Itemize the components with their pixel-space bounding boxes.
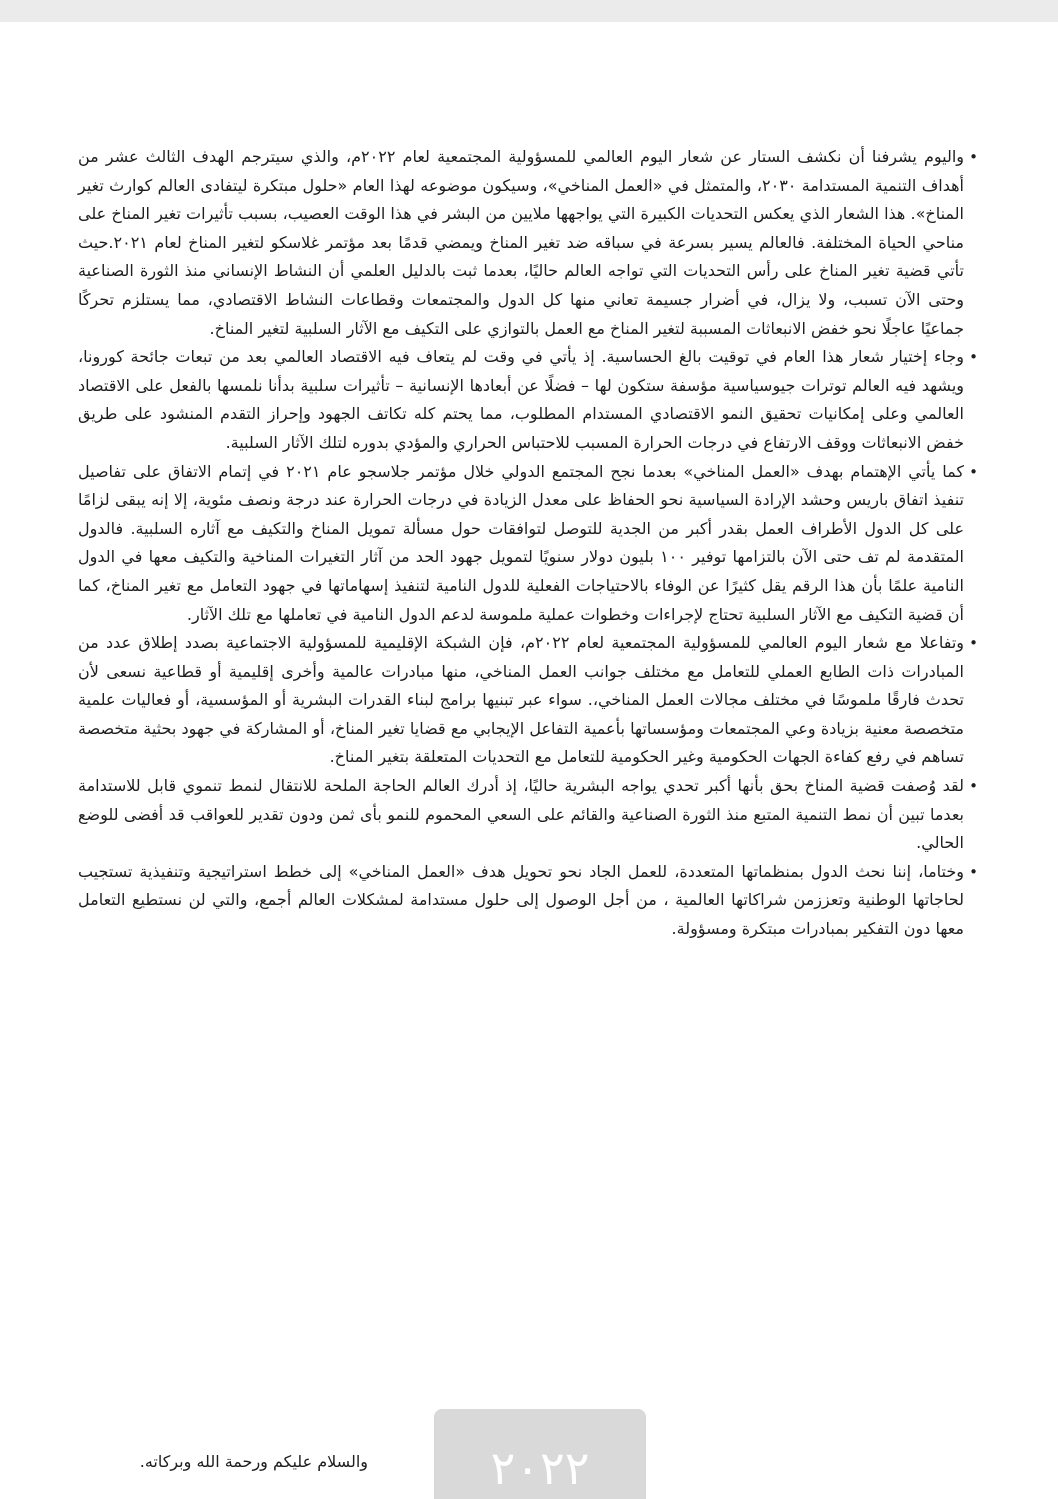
paragraph-5: • لقد وُصفت قضية المناخ بحق بأنها أكبر تحدي يواجه البشرية حاليًا، إذ أدرك العالم الحاجة الملحة للانتقال لنمط تنموي قابل للاستدامة بعدما تبين أن نمط التنمية المتبع منذ الثورة الصناعية والقائم على السعي المحموم للنمو بأى ثمن ودون تقدير للعواقب قد أفضى للوضع الحالي.	[78, 772, 978, 858]
document-body	[78, 143, 978, 944]
paragraph-1: • واليوم يشرفنا أن نكشف الستار عن شعار اليوم العالمي للمسؤولية المجتمعية لعام ٢٠٢٢م، والذي سيترجم الهدف الثالث عشر من أهداف التنمية المستدامة ٢٠٣٠، والمتمثل في «العمل المناخي»، وسيكون موضوعه لهذا العام «حلول مبتكرة ليتفادى العالم كوارث تغير المناخ». هذا الشعار الذي يعكس التحديات الكبيرة التي يواجهها ملايين من البشر في هذا الوقت العصيب، بسبب تأثيرات تغير المناخ على مناحي الحياة المختلفة. فالعالم يسير بسرعة في سباقه ضد تغير المناخ ويمضي قدمًا بعد مؤتمر غلاسكو لتغير المناخ لعام ٢٠٢١.حيث تأتي قضية تغير المناخ على رأس التحديات التي تواجه العالم حاليًا، بعدما ثبت بالدليل العلمي أن النشاط الإنساني منذ الثورة الصناعية وحتى الآن تسبب، ولا يزال، في أضرار جسيمة تعاني منها كل الدول والمجتمعات وقطاعات النشاط الاقتصادي، مما يستلزم تحركًا جماعيًا عاجلًا نحو خفض الانبعاثات المسببة لتغير المناخ مع العمل بالتوازي على التكيف مع الآثار السلبية لتغير المناخ.	[78, 143, 978, 343]
paragraph-6: • وختاما، إننا نحث الدول بمنظماتها المتعددة، للعمل الجاد نحو تحويل هدف «العمل المناخي» إلى خطط استراتيجية وتنفيذية تستجيب لحاجاتها الوطنية وتعززمن شراكاتها العالمية ، من أجل الوصول إلى حلول مستدامة لمشكلات العالم أجمع، والتي لن نستطيع التعامل معها دون التفكير بمبادرات مبتكرة ومسؤولة.	[78, 858, 978, 944]
paragraph-list	[78, 143, 978, 944]
top-bar	[0, 0, 1058, 22]
year-tab-label: ٢٠٢٢	[490, 1441, 590, 1495]
paragraph-3: • كما يأتي الإهتمام بهدف «العمل المناخي» بعدما نجح المجتمع الدولي خلال مؤتمر جلاسجو عام ٢٠٢١ في إتمام الاتفاق على تفاصيل تنفيذ اتفاق باريس وحشد الإرادة السياسية نحو الحفاظ على معدل الزيادة في درجات الحرارة عند درجة ونصف مئوية، إلا إنه يبقى لزامًا على كل الدول الأطراف العمل بقدر أكبر من الجدية للتوصل لتوافقات حول مسألة تمويل المناخ والتكيف مع آثاره السلبية. فالدول المتقدمة لم تف حتى الآن بالتزامها توفير ١٠٠ بليون دولار سنويًا لتمويل جهود الحد من آثار التغيرات المناخية والتكيف معها في الدول النامية علمًا بأن هذا الرقم يقل كثيرًا عن الوفاء بالاحتياجات الفعلية للدول النامية لتنفيذ إسهاماتها في جهود التعامل مع تغير المناخ، كما أن قضية التكيف مع الآثار السلبية تحتاج لإجراءات وخطوات عملية ملموسة لدعم الدول النامية في تعاملها مع تلك الآثار.	[78, 458, 978, 630]
closing-greeting: والسلام عليكم ورحمة الله وبركاته.	[139, 1452, 368, 1471]
paragraph-4: • وتفاعلا مع شعار اليوم العالمي للمسؤولية المجتمعية لعام ٢٠٢٢م، فإن الشبكة الإقليمية للمسؤولية الاجتماعية بصدد إطلاق عدد من المبادرات ذات الطابع العملي للتعامل مع مختلف جوانب العمل المناخي، منها مبادرات عالمية وأخرى إقليمية أو قطاعية نسعى لأن تحدث فارقًا ملموسًا في مختلف مجالات العمل المناخي،. سواء عبر تبنيها برامج لبناء القدرات البشرية أو المؤسسية، أو فعاليات علمية متخصصة معنية بزيادة وعي المجتمعات ومؤسساتها بأعمية التفاعل الإيجابي مع قضايا تغير المناخ، أو المشاركة في جهود بحثية متخصصة تساهم في رفع كفاءة الجهات الحكومية وغير الحكومية للتعامل مع التحديات المتعلقة بتغير المناخ.	[78, 629, 978, 772]
paragraph-2: • وجاء إختيار شعار هذا العام في توقيت بالغ الحساسية. إذ يأتي في وقت لم يتعاف فيه الاقتصاد العالمي بعد من تبعات جائحة كورونا، ويشهد فيه العالم توترات جيوسياسية مؤسفة ستكون لها – فضلًا عن أبعادها الإنسانية – تأثيرات سلبية بدأنا نلمسها بالفعل على الاقتصاد العالمي وعلى إمكانيات تحقيق النمو الاقتصادي المستدام المطلوب، مما يحتم كله تكاتف الجهود وإحراز التقدم المنشود على طريق خفض الانبعاثات ووقف الارتفاع في درجات الحرارة المسبب للاحتباس الحراري والمؤدي بدوره لتلك الآثار السلبية.	[78, 343, 978, 457]
year-tab	[434, 1409, 646, 1499]
